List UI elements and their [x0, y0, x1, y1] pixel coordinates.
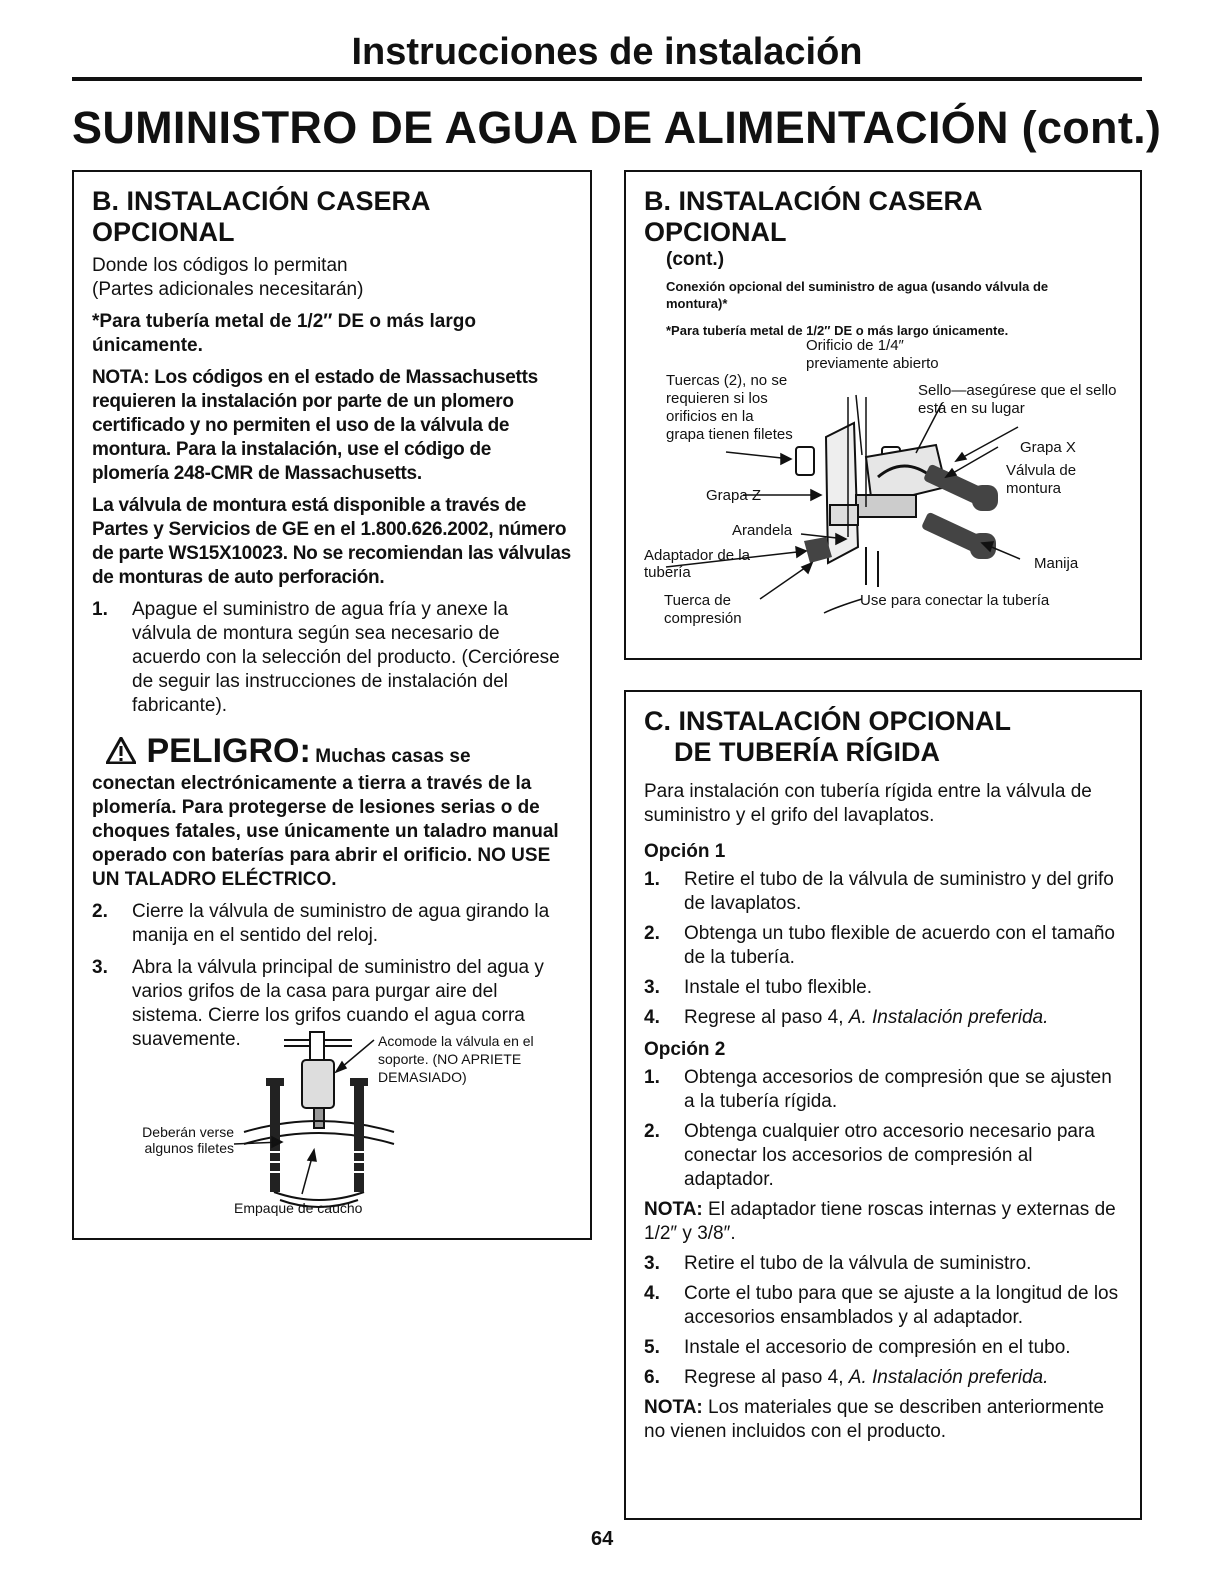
saddle-valve-diagram: [626, 337, 1144, 647]
left-heading: B. INSTALACIÓN CASERA OPCIONAL: [92, 186, 430, 247]
list-item: 2. Cierre la válvula de suministro de agua girando la manija en el sentido del reloj.: [92, 901, 550, 946]
label-adaptador: Adaptador de la tubería: [644, 547, 750, 581]
valve-diagram: [74, 1022, 594, 1222]
list-item: 5. Instale el accesorio de compresión en el tubo.: [644, 1337, 1071, 1358]
option2-steps-b: [644, 1252, 1122, 1390]
label-tuerca-compresion: Tuerca de compresión: [664, 592, 742, 627]
peligro-text: conectan electrónicamente a tierra a través de la plomería. Para protegerse de lesiones serias o de choques fatales, use únicamente un taladro manual operado con baterías para abrir el orificio. NO USE UN TALADRO ELÉCTRICO.: [92, 773, 559, 890]
adapter-note: NOTA: El adaptador tiene roscas internas y externas de 1/2″ y 3/8″.: [644, 1199, 1116, 1244]
label-sello: Sello—asegúrese que el sello está en su lugar: [918, 382, 1117, 417]
rigid-heading-line2: DE TUBERÍA RÍGIDA: [674, 737, 941, 767]
steps-list-a: [92, 598, 572, 718]
page-number: 64: [591, 1528, 614, 1550]
right-top-heading-cont: (cont.): [666, 249, 725, 270]
materials-note: NOTA: Los materiales que se describen anteriormente no vienen incluidos con el producto.: [644, 1397, 1105, 1442]
diagram-label-acomode: Acomode la válvula en el soporte. (NO APRIETE DEMASIADO): [378, 1033, 534, 1085]
availability-note: La válvula de montura está disponible a través de Partes y Servicios de GE en el 1.800.626.2002, número de parte WS15X10023. No se recomiendan las válvulas de monturas de auto perforación.: [92, 495, 571, 588]
list-item: 4. Corte el tubo para que se ajuste a la longitud de los accesorios ensamblados y al adaptador.: [644, 1283, 1119, 1328]
list-item: 1. Apague el suministro de agua fría y anexe la válvula de montura según sea necesario de acuerdo con la selección del producto. (Cerciórese de seguir las instrucciones de instalación del fabricante).: [92, 599, 560, 716]
label-use-para: Use para conectar la tubería: [860, 592, 1050, 609]
option1-steps: [644, 868, 1122, 1030]
list-item: 6. Regrese al paso 4, A. Instalación preferida.: [644, 1367, 1049, 1388]
label-arandela: Arandela: [732, 522, 793, 539]
peligro-lead: Muchas casas se: [315, 746, 471, 767]
option2-steps-a: [644, 1066, 1122, 1192]
right-bottom-box: [624, 690, 1142, 1520]
list-item: 4. Regrese al paso 4, A. Instalación preferida.: [644, 1007, 1049, 1028]
option2-heading: Opción 2: [644, 1039, 726, 1060]
right-top-heading: B. INSTALACIÓN CASERA OPCIONAL: [644, 186, 982, 247]
page-title: SUMINISTRO DE AGUA DE ALIMENTACIÓN (cont.): [72, 102, 1162, 153]
diagram-label-empaque: Empaque de caucho: [234, 1200, 363, 1216]
diagram-label-filetes: Deberán verse algunos filetes: [142, 1124, 234, 1156]
rigid-heading-line1: C. INSTALACIÓN OPCIONAL: [644, 706, 1011, 736]
rigid-intro: Para instalación con tubería rígida entre la válvula de suministro y el grifo del lavaplatos.: [644, 781, 1092, 826]
peligro-block: [92, 732, 572, 892]
list-item: 2. Obtenga cualquier otro accesorio necesario para conectar los accesorios de compresión al adaptador.: [644, 1121, 1095, 1190]
header-rule: [72, 77, 1142, 81]
list-item: 2. Obtenga un tubo flexible de acuerdo con el tamaño de la tubería.: [644, 923, 1115, 968]
section-header: Instrucciones de instalación: [351, 31, 863, 73]
label-valvula-montura: Válvula de montura: [1006, 462, 1077, 497]
label-tuercas: Tuercas (2), no se requieren si los orificios en la grapa tienen filetes: [666, 372, 793, 443]
list-item: 3. Retire el tubo de la válvula de suministro.: [644, 1253, 1032, 1274]
list-item: 1. Obtenga accesorios de compresión que se ajusten a la tubería rígida.: [644, 1067, 1112, 1112]
label-grapa-x: Grapa X: [1020, 439, 1076, 456]
label-orificio: Orificio de 1/4″ previamente abierto: [806, 337, 939, 372]
option1-heading: Opción 1: [644, 841, 726, 862]
saddle-connection-subtitle: Conexión opcional del suministro de agua (usando válvula de montura)*: [666, 279, 1049, 311]
list-item: 1. Retire el tubo de la válvula de suministro y del grifo de lavaplatos.: [644, 869, 1114, 914]
list-item: 3. Instale el tubo flexible.: [644, 977, 873, 998]
warning-icon: [106, 737, 136, 769]
label-manija: Manija: [1034, 555, 1079, 572]
intro-line1: Donde los códigos lo permitan: [92, 255, 348, 276]
list-item: 3. Abra la válvula principal de suministro del agua y varios grifos de la casa para purgar aire del sistema. Cierre los grifos cuando el agua corra suavemente.: [92, 957, 544, 1050]
left-box: [72, 170, 592, 1240]
massachusetts-note: NOTA: Los códigos en el estado de Massachusetts requieren la instalación por parte de un plomero certificado y no permiten el uso de la válvula de montura. Para la instalación, use el código de plomería 248-CMR de Massachusetts.: [92, 367, 538, 484]
label-grapa-z: Grapa Z: [706, 487, 762, 504]
saddle-pipe-note: *Para tubería metal de 1/2″ DE o más largo únicamente.: [666, 323, 1009, 338]
intro-line2: (Partes adicionales necesitarán): [92, 279, 364, 300]
pipe-note: *Para tubería metal de 1/2″ DE o más largo únicamente.: [92, 311, 476, 356]
peligro-word: PELIGRO:: [146, 732, 311, 770]
right-top-box: [624, 170, 1142, 660]
